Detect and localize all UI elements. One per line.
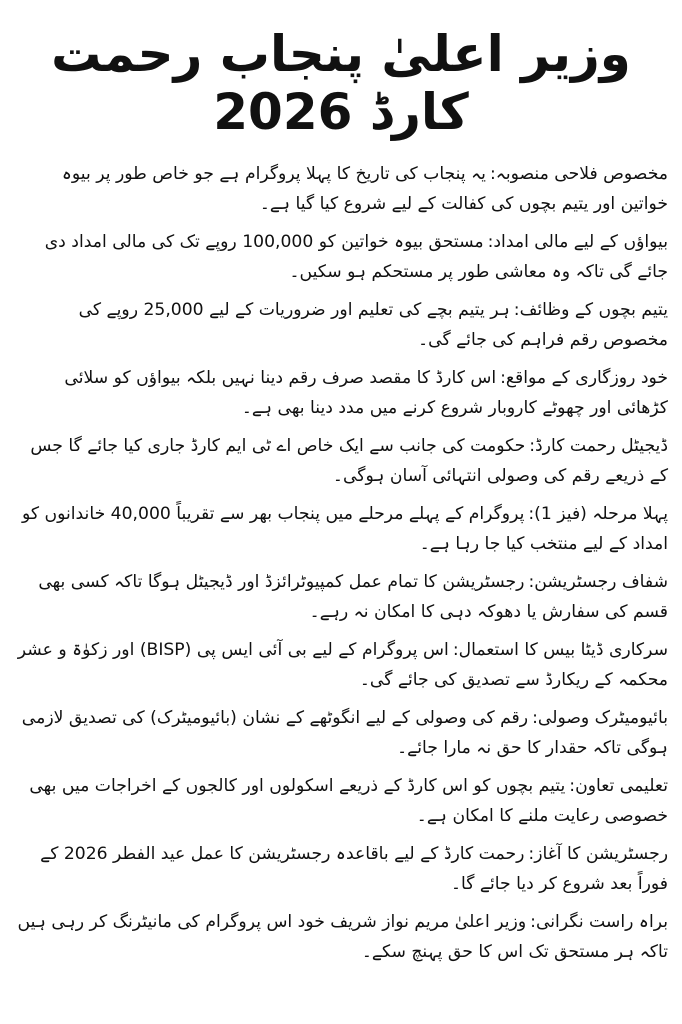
list-item: ڈیجیٹل رحمت کارڈ:حکومت کی جانب سے ایک خاص اے ٹی ایم کارڈ جاری کیا جائے گا جس کے ذریعے رقم کی وصولی انتہائی آسان ہوگی۔ bbox=[30, 436, 668, 486]
list-item: بائیومیٹرک وصولی:رقم کی وصولی کے لیے انگوٹھے کے نشان (بائیومیٹرک) کی تصدیق لازمی ہوگی تاکہ حقدار کا حق نہ مارا جائے۔ bbox=[21, 708, 668, 758]
list-item: رجسٹریشن کا آغاز:رحمت کارڈ کے لیے باقاعدہ رجسٹریشن کا عمل عید الفطر 2026 کے فوراً بعد شروع کر دیا جائے گا۔ bbox=[40, 844, 668, 894]
item-text: اس کارڈ کا مقصد صرف رقم دینا نہیں بلکہ بیواؤں کو سلائی کڑھائی اور چھوٹے کاروبار شروع کرنے میں مدد دینا بھی ہے۔ bbox=[64, 368, 668, 418]
item-label: شفاف رجسٹریشن bbox=[534, 572, 668, 592]
item-text: رحمت کارڈ کے لیے باقاعدہ رجسٹریشن کا عمل عید الفطر 2026 کے فوراً بعد شروع کر دیا جائے گا۔ bbox=[40, 844, 668, 894]
item-text: ہر یتیم بچے کی تعلیم اور ضروریات کے لیے 25,000 روپے کی مخصوص رقم فراہم کی جائے گی۔ bbox=[78, 300, 668, 350]
list-item: سرکاری ڈیٹا بیس کا استعمال:اس پروگرام کے لیے بی آئی ایس پی (BISP) اور زکوٰۃ و عشر محکمہ کے ریکارڈ سے تصدیق کی جائے گی۔ bbox=[17, 640, 668, 690]
item-text: یہ پنجاب کی تاریخ کا پہلا پروگرام ہے جو خاص طور پر بیوہ خواتین اور یتیم بچوں کی کفالت کے لیے شروع کیا گیا ہے۔ bbox=[61, 164, 668, 214]
item-text: وزیر اعلیٰ مریم نواز شریف خود اس پروگرام کی مانیٹرنگ کر رہی ہیں تاکہ ہر مستحق تک اس کا حق پہنچ سکے۔ bbox=[17, 912, 668, 962]
list-item: براہ راست نگرانی:وزیر اعلیٰ مریم نواز شریف خود اس پروگرام کی مانیٹرنگ کر رہی ہیں تاکہ ہر مستحق تک اس کا حق پہنچ سکے۔ bbox=[17, 912, 668, 962]
item-label: مخصوص فلاحی منصوبہ bbox=[495, 164, 668, 184]
item-label: ڈیجیٹل رحمت کارڈ bbox=[535, 436, 668, 456]
item-label: براہ راست نگرانی bbox=[535, 912, 668, 932]
item-label: تعلیمی تعاون bbox=[575, 776, 668, 796]
list-item: تعلیمی تعاون:یتیم بچوں کو اس کارڈ کے ذریعے اسکولوں اور کالجوں کے اخراجات میں بھی خصوصی رعایت ملنے کا امکان ہے۔ bbox=[29, 776, 668, 826]
item-text: یتیم بچوں کو اس کارڈ کے ذریعے اسکولوں اور کالجوں کے اخراجات میں بھی خصوصی رعایت ملنے کا امکان ہے۔ bbox=[29, 776, 668, 826]
item-text: رجسٹریشن کا تمام عمل کمپیوٹرائزڈ اور ڈیجیٹل ہوگا تاکہ کسی بھی قسم کی سفارش یا دھوکہ دہی کا امکان نہ رہے۔ bbox=[38, 572, 668, 622]
item-label: بائیومیٹرک وصولی bbox=[537, 708, 668, 728]
item-label: خود روزگاری کے مواقع bbox=[505, 368, 668, 388]
page-title: وزیر اعلیٰ پنجاب رحمت کارڈ 2026 bbox=[51, 25, 631, 141]
item-text: رقم کی وصولی کے لیے انگوٹھے کے نشان (بائیومیٹرک) کی تصدیق لازمی ہوگی تاکہ حقدار کا حق نہ مارا جائے۔ bbox=[21, 708, 668, 758]
item-label: یتیم بچوں کے وظائف bbox=[519, 300, 668, 320]
list-item: بیواؤں کے لیے مالی امداد:مستحق بیوہ خواتین کو 100,000 روپے تک کی مالی امداد دی جائے گی تاکہ وہ معاشی طور پر مستحکم ہو سکیں۔ bbox=[44, 232, 668, 282]
list-item: یتیم بچوں کے وظائف:ہر یتیم بچے کی تعلیم اور ضروریات کے لیے 25,000 روپے کی مخصوص رقم فراہم کی جائے گی۔ bbox=[78, 300, 668, 350]
item-label: پہلا مرحلہ (فیز 1) bbox=[534, 504, 668, 524]
item-text: اس پروگرام کے لیے بی آئی ایس پی (BISP) اور زکوٰۃ و عشر محکمہ کے ریکارڈ سے تصدیق کی جائے گی۔ bbox=[17, 640, 668, 690]
list-item: خود روزگاری کے مواقع:اس کارڈ کا مقصد صرف رقم دینا نہیں بلکہ بیواؤں کو سلائی کڑھائی اور چھوٹے کاروبار شروع کرنے میں مدد دینا بھی ہے۔ bbox=[64, 368, 668, 418]
list-item: مخصوص فلاحی منصوبہ:یہ پنجاب کی تاریخ کا پہلا پروگرام ہے جو خاص طور پر بیوہ خواتین اور یتیم بچوں کی کفالت کے لیے شروع کیا گیا ہے۔ bbox=[61, 164, 668, 214]
list-item: پہلا مرحلہ (فیز 1):پروگرام کے پہلے مرحلے میں پنجاب بھر سے تقریباً 40,000 خاندانوں کو امداد کے لیے منتخب کیا جا رہا ہے۔ bbox=[21, 504, 668, 554]
item-text: حکومت کی جانب سے ایک خاص اے ٹی ایم کارڈ جاری کیا جائے گا جس کے ذریعے رقم کی وصولی انتہائی آسان ہوگی۔ bbox=[30, 436, 668, 486]
item-label: بیواؤں کے لیے مالی امداد bbox=[493, 232, 668, 252]
item-label: سرکاری ڈیٹا بیس کا استعمال bbox=[458, 640, 668, 660]
item-list bbox=[14, 159, 668, 967]
item-label: رجسٹریشن کا آغاز bbox=[534, 844, 668, 864]
item-text: مستحق بیوہ خواتین کو 100,000 روپے تک کی مالی امداد دی جائے گی تاکہ وہ معاشی طور پر مستحکم ہو سکیں۔ bbox=[44, 232, 668, 282]
item-text: پروگرام کے پہلے مرحلے میں پنجاب بھر سے تقریباً 40,000 خاندانوں کو امداد کے لیے منتخب کیا جا رہا ہے۔ bbox=[21, 504, 668, 554]
list-item: شفاف رجسٹریشن:رجسٹریشن کا تمام عمل کمپیوٹرائزڈ اور ڈیجیٹل ہوگا تاکہ کسی بھی قسم کی سفارش یا دھوکہ دہی کا امکان نہ رہے۔ bbox=[38, 572, 668, 622]
